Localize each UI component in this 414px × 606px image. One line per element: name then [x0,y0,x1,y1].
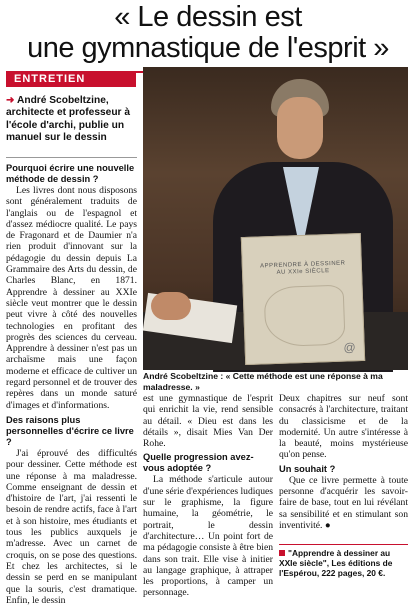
answer-3: La méthode s'articule autour d'une série d'expériences ludiques sur le graphisme, la figure humaine, la géométrie, le portrait, le dessin d'architecture… Un point fort de ma pédagogie consiste à être bien dans son trait. Elle vise à initier au langage graphique, à attraper les proportions, à camper un personnage. [143,474,273,599]
arrow-icon: ➜ [6,95,15,106]
column-1-bottom [6,415,137,606]
column-2 [143,393,273,599]
photo-hand [151,292,191,320]
book-ref-rule [279,544,408,545]
headline-line-2: une gymnastique de l'esprit » [27,32,389,64]
book-cover-title: APPRENDRE À DESSINER AU XXIe SIÈCLE [260,260,346,276]
intro-lede [6,95,137,145]
question-4: Un souhait ? [279,463,336,474]
column-3 [279,393,408,531]
portrait-photo [143,67,408,370]
answer-3-continued: Deux chapitres sur neuf sont consacrés à l'architecture, traitant du classicisme et de la modernité. Un autre s'intéresse à la beauté, moins mystérieuse qu'on pense. [279,393,408,461]
answer-2-continued: est une gymnastique de l'esprit qui enrichit la vie, rend sensible au détail. « Dieu est dans les détails », disait Mies Van Der Rohe. [143,393,273,450]
rubric-label: ENTRETIEN [6,71,136,87]
answer-2: J'ai éprouvé des difficultés pour dessiner. Cette méthode est une réponse à ma maladresse. Comme enseignant de dessin et d'histoire de l'art, j'ai ressenti le besoin de rendre actifs, face à l'art et à son histoire, mes étudiants et tous les publics auxquels je m'adresse. Avec un carnet de croquis, on se pose des questions. Et chez les architectes, si le dessin se perd en se manipulant que la souris, c'est dramatique. Enfin, le dessin [6,448,137,606]
question-2: Des raisons plus personnelles d'écrire ce livre ? [6,415,134,447]
question-1: Pourquoi écrire une nouvelle méthode de dessin ? [6,163,135,184]
intro-divider [6,157,137,158]
book-cover-sketch [264,285,346,348]
publisher-logo-icon: @ [343,340,356,355]
headline-line-1: « Le dessin est [114,1,302,33]
headline [6,2,410,64]
book-cover [241,233,365,365]
photo-face [277,97,323,159]
square-bullet-icon [279,550,285,556]
book-reference-text: "Apprendre à dessiner au XXIe siècle", Les éditions de l'Espérou, 222 pages, 20 €. [279,548,393,579]
photo-caption: André Scobeltzine : « Cette méthode est une réponse à ma maladresse. » [143,371,383,392]
book-reference [279,548,408,579]
answer-4: Que ce livre permette à toute personne d'acquérir les savoir-faire de base, tout en lui révélant sa sensibilité et en stimulant son inventivité. ● [279,474,408,531]
answer-1: Les livres dont nous disposons sont généralement traduits de l'anglais ou de l'espagnol et d'assez médiocre qualité. Le pays de Fragonard et de Daumier n'a rien produit d'innovant sur la pédagogie du dessin depuis La Grammaire des Arts du dessin, de Charles Blanc, en 1871. Apprendre à dessiner au XXIe siècle veut montrer que le dessin peut vivre à côté des nouvelles technologies en profitant des progrès des sciences du cerveau. Apprendre à dessiner n'est pas un archaïsme mais une façon moderne et efficace de cultiver un regard personnel et de trouver des repères dans un monde saturé d'images et d'informations. [6,185,137,411]
column-1-top [6,163,137,411]
question-3: Quelle progression avez-vous adoptée ? [143,452,254,474]
intro-text: André Scobeltzine, architecte et professeur à l'école d'archi, publie un manuel sur le dessin [6,95,131,144]
